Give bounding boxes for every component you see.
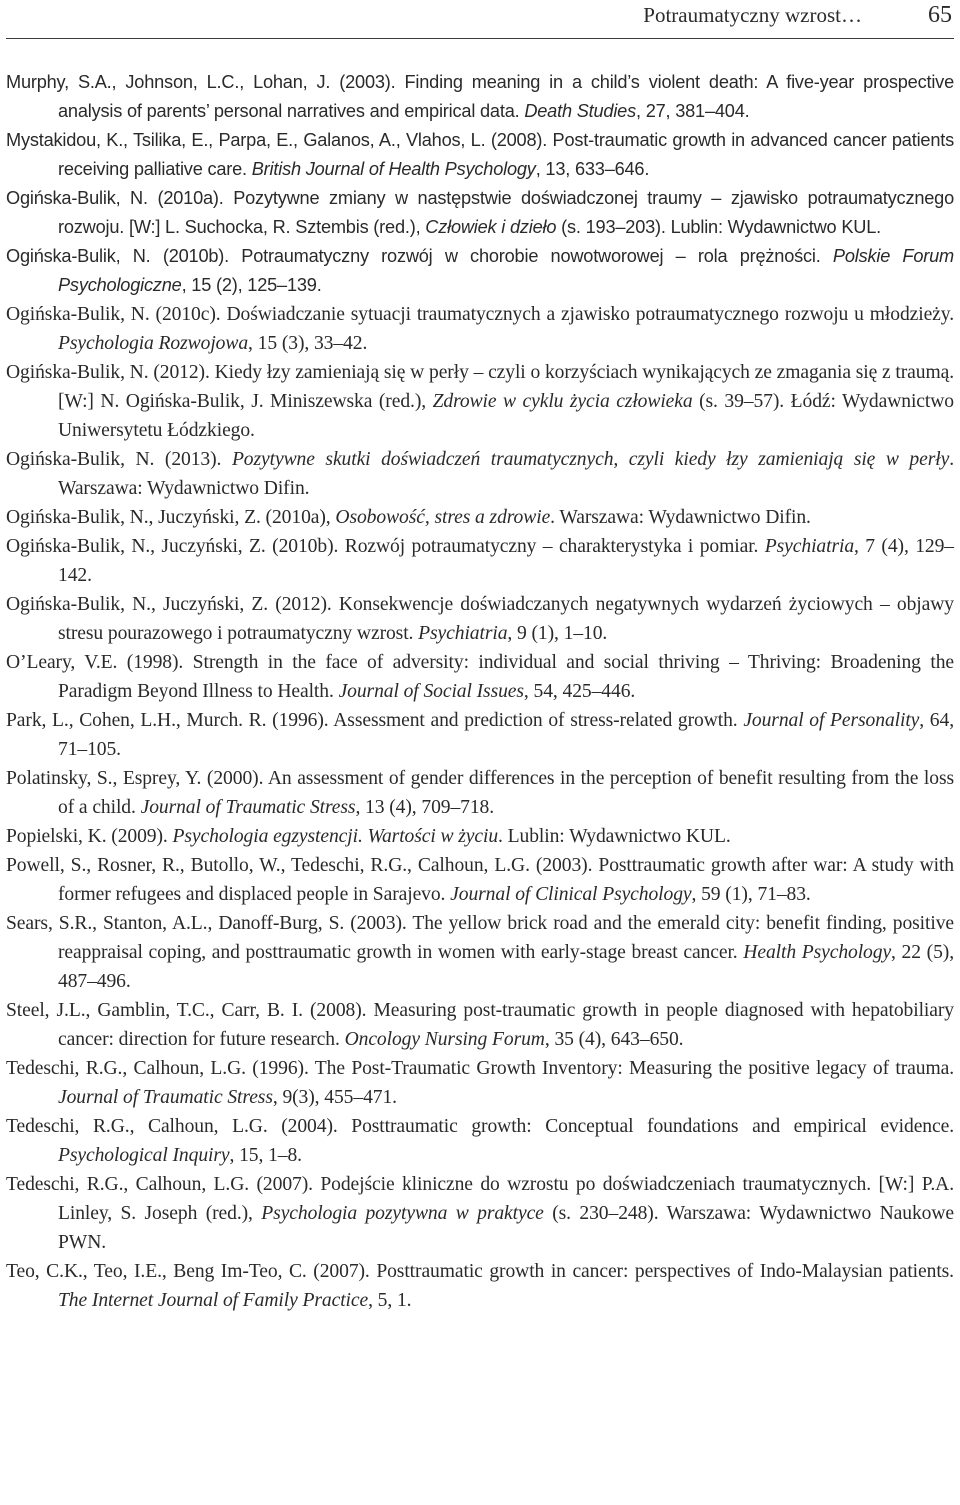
reference-text: , 59 (1), 71–83. bbox=[691, 884, 811, 905]
reference-text: , 13 (4), 709–718. bbox=[355, 797, 495, 818]
reference-text: (s. 39–57). Łódź: Wydawnictwo Uniwersytetu Łódzkiego. bbox=[58, 391, 954, 441]
reference-text: Murphy, S.A., Johnson, L.C., Lohan, J. (2003). Finding meaning in a child’s violent death: A five-year prospective analysis of parents’ personal narratives and empirical data. bbox=[6, 72, 954, 121]
reference-source-title: Człowiek i dzieło bbox=[425, 217, 557, 237]
reference-text: Ogińska-Bulik, N., Juczyński, Z. (2010b). Rozwój potraumatyczny – charakterystyka i pomiar. bbox=[6, 536, 765, 557]
reference-entry bbox=[6, 358, 954, 445]
reference-source-title: Pozytywne skutki doświadczeń traumatycznych, czyli kiedy łzy zamieniają się w perły bbox=[231, 449, 950, 470]
reference-text: Polatinsky, S., Esprey, Y. (2000). An assessment of gender differences in the perception of benefit resulting from the loss of a child. bbox=[6, 768, 954, 818]
reference-source-title: Osobowość, stres a zdrowie bbox=[335, 507, 551, 528]
reference-source-title: Death Studies bbox=[524, 101, 636, 121]
reference-text: Tedeschi, R.G., Calhoun, L.G. (1996). The Post-Traumatic Growth Inventory: Measuring the positive legacy of trauma. bbox=[6, 1058, 954, 1079]
reference-text: , 9 (1), 1–10. bbox=[507, 623, 608, 644]
reference-entry bbox=[6, 822, 954, 851]
reference-text: . Lublin: Wydawnictwo KUL. bbox=[498, 826, 731, 847]
reference-text: Ogińska-Bulik, N. (2010b). Potraumatyczny rozwój w chorobie nowotworowej – rola prężności. bbox=[6, 246, 833, 266]
reference-source-title: Psychiatria bbox=[418, 623, 508, 644]
reference-text: , 54, 425–446. bbox=[523, 681, 636, 702]
reference-text: (s. 230–248). Warszawa: Wydawnictwo Naukowe PWN. bbox=[58, 1203, 955, 1253]
reference-source-title: Journal of Traumatic Stress bbox=[58, 1087, 273, 1108]
reference-entry bbox=[6, 648, 954, 706]
reference-entry bbox=[6, 503, 954, 532]
reference-source-title: Psychologia Rozwojowa bbox=[58, 333, 249, 354]
reference-entry bbox=[6, 996, 954, 1054]
reference-entry bbox=[6, 68, 954, 126]
reference-text: Tedeschi, R.G., Calhoun, L.G. (2004). Posttraumatic growth: Conceptual foundations and empirical evidence. bbox=[6, 1116, 954, 1137]
reference-text: , 13, 633–646. bbox=[535, 159, 650, 179]
reference-text: Teo, C.K., Teo, I.E., Beng Im-Teo, C. (2007). Posttraumatic growth in cancer: perspectives of Indo-Malaysian patients. bbox=[6, 1261, 954, 1282]
reference-text: Steel, J.L., Gamblin, T.C., Carr, B. I. (2008). Measuring post-traumatic growth in people diagnosed with hepatobiliary cancer: direction for future research. bbox=[6, 1000, 954, 1050]
reference-source-title: Psychological Inquiry bbox=[58, 1145, 230, 1166]
reference-source-title: Psychologia egzystencji. Wartości w życiu bbox=[172, 826, 499, 847]
reference-source-title: Journal of Social Issues bbox=[338, 681, 524, 702]
reference-entry bbox=[6, 590, 954, 648]
reference-entry bbox=[6, 1257, 954, 1315]
reference-text: , 15, 1–8. bbox=[229, 1145, 302, 1166]
reference-entry bbox=[6, 909, 954, 996]
reference-entry bbox=[6, 445, 954, 503]
reference-entry bbox=[6, 1054, 954, 1112]
reference-source-title: Journal of Personality bbox=[743, 710, 920, 731]
reference-text: , 27, 381–404. bbox=[635, 101, 750, 121]
reference-source-title: Psychologia pozytywna w praktyce bbox=[261, 1203, 544, 1224]
reference-text: Mystakidou, K., Tsilika, E., Parpa, E., Galanos, A., Vlahos, L. (2008). Post-traumatic growth in advanced cancer patients receiving palliative care. bbox=[6, 130, 954, 179]
reference-text: , 9(3), 455–471. bbox=[272, 1087, 397, 1108]
reference-text: , 15 (3), 33–42. bbox=[248, 333, 368, 354]
reference-text: , 64, 71–105. bbox=[58, 710, 954, 760]
reference-source-title: British Journal of Health Psychology bbox=[251, 159, 536, 179]
reference-text: Park, L., Cohen, L.H., Murch. R. (1996). Assessment and prediction of stress-related growth. bbox=[6, 710, 744, 731]
reference-entry bbox=[6, 851, 954, 909]
reference-text: (s. 193–203). Lublin: Wydawnictwo KUL. bbox=[556, 217, 881, 237]
reference-text: Ogińska-Bulik, N., Juczyński, Z. (2012). Konsekwencje doświadczanych negatywnych wydarzeń życiowych – objawy stresu pourazowego i potraumatyczny wzrost. bbox=[6, 594, 954, 644]
reference-entry bbox=[6, 1112, 954, 1170]
reference-text: . Warszawa: Wydawnictwo Difin. bbox=[550, 507, 811, 528]
reference-text: , 35 (4), 643–650. bbox=[544, 1029, 684, 1050]
reference-source-title: Oncology Nursing Forum bbox=[344, 1029, 545, 1050]
reference-entry bbox=[6, 126, 954, 184]
reference-text: , 15 (2), 125–139. bbox=[181, 275, 322, 295]
reference-text: Ogińska-Bulik, N. (2010a). Pozytywne zmiany w następstwie doświadczonej traumy – zjawisko potraumatycznego rozwoju. [W:] L. Suchocka, R. Sztembis (red.), bbox=[6, 188, 954, 237]
reference-text: O’Leary, V.E. (1998). Strength in the face of adversity: individual and social thriving – Thriving: Broadening the Paradigm Beyond Illness to Health. bbox=[6, 652, 954, 702]
reference-text: Ogińska-Bulik, N. (2012). Kiedy łzy zamieniają się w perły – czyli o korzyściach wynikających ze zmagania się z traumą. [W:] N. Ogińska-Bulik, J. Miniszewska (red.), bbox=[6, 362, 954, 412]
running-header bbox=[6, 0, 954, 39]
reference-text: Ogińska-Bulik, N., Juczyński, Z. (2010a), bbox=[6, 507, 336, 528]
reference-source-title: Journal of Clinical Psychology bbox=[450, 884, 692, 905]
reference-text: Powell, S., Rosner, R., Butollo, W., Tedeschi, R.G., Calhoun, L.G. (2003). Posttraumatic growth after war: A study with former refugees and displaced people in Sarajevo. bbox=[6, 855, 954, 905]
running-title: Potraumatyczny wzrost… bbox=[643, 3, 862, 27]
reference-source-title: The Internet Journal of Family Practice bbox=[58, 1290, 369, 1311]
reference-text: Ogińska-Bulik, N. (2013). bbox=[6, 449, 232, 470]
reference-entry bbox=[6, 532, 954, 590]
reference-source-title: Psychiatria bbox=[764, 536, 855, 557]
reference-entry bbox=[6, 764, 954, 822]
reference-entry bbox=[6, 1170, 954, 1257]
reference-list bbox=[6, 68, 954, 1315]
reference-source-title: Polskie Forum Psychologiczne bbox=[58, 246, 954, 295]
reference-text: Popielski, K. (2009). bbox=[6, 826, 173, 847]
reference-text: Ogińska-Bulik, N. (2010c). Doświadczanie sytuacji traumatycznych a zjawisko potraumatycznego rozwoju u młodzieży. bbox=[6, 304, 954, 325]
reference-text: Tedeschi, R.G., Calhoun, L.G. (2007). Podejście kliniczne do wzrostu po doświadczeniach traumatycznych. [W:] P.A. Linley, S. Joseph (red.), bbox=[6, 1174, 954, 1224]
reference-source-title: Health Psychology bbox=[743, 942, 892, 963]
reference-text: , 5, 1. bbox=[368, 1290, 412, 1311]
reference-text: , 22 (5), 487–496. bbox=[58, 942, 954, 992]
reference-text: Sears, S.R., Stanton, A.L., Danoff-Burg, S. (2003). The yellow brick road and the emerald city: benefit finding, positive reappraisal coping, and posttraumatic growth in women with early-stage breast cancer. bbox=[6, 913, 954, 963]
reference-entry bbox=[6, 706, 954, 764]
reference-text: , 7 (4), 129–142. bbox=[58, 536, 954, 586]
reference-entry bbox=[6, 300, 954, 358]
reference-entry bbox=[6, 184, 954, 242]
reference-entry bbox=[6, 242, 954, 300]
reference-text: . Warszawa: Wydawnictwo Difin. bbox=[58, 449, 954, 499]
reference-source-title: Zdrowie w cyklu życia człowieka bbox=[432, 391, 693, 412]
page-number: 65 bbox=[928, 2, 952, 28]
reference-source-title: Journal of Traumatic Stress bbox=[140, 797, 356, 818]
